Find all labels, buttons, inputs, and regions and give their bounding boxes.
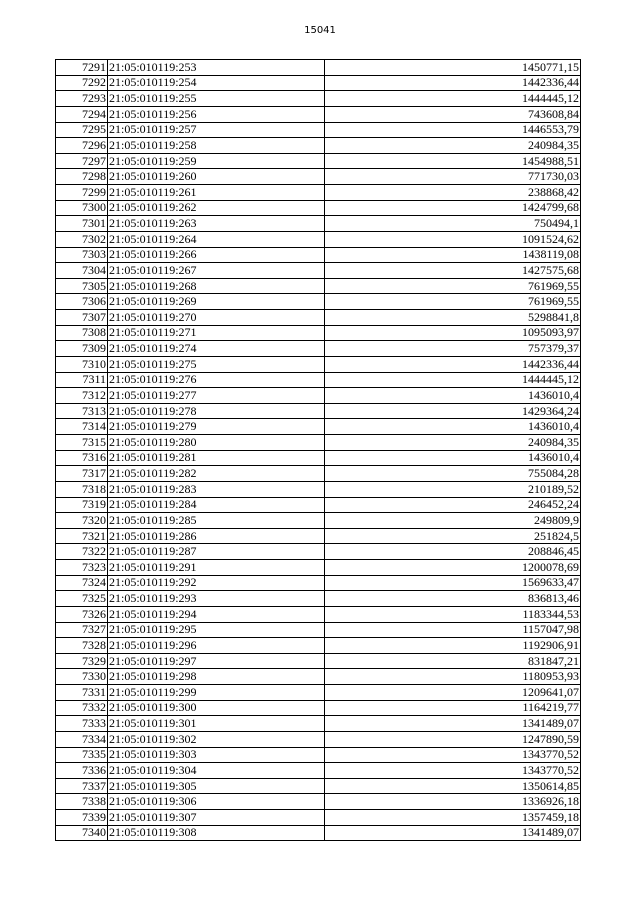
row-number-cell: 7338 bbox=[56, 794, 108, 810]
value-cell: 831847,21 bbox=[325, 653, 581, 669]
cadastral-number-cell: 21:05:010119:262 bbox=[108, 200, 325, 216]
value-cell: 1192906,91 bbox=[325, 638, 581, 654]
table-row bbox=[56, 747, 581, 763]
row-number-cell: 7308 bbox=[56, 325, 108, 341]
table-row bbox=[56, 388, 581, 404]
value-cell: 755084,28 bbox=[325, 466, 581, 482]
cadastral-number-cell: 21:05:010119:256 bbox=[108, 106, 325, 122]
table-row bbox=[56, 372, 581, 388]
row-number-cell: 7329 bbox=[56, 653, 108, 669]
table-row bbox=[56, 466, 581, 482]
value-cell: 1427575,68 bbox=[325, 263, 581, 279]
cadastral-number-cell: 21:05:010119:283 bbox=[108, 481, 325, 497]
cadastral-number-cell: 21:05:010119:276 bbox=[108, 372, 325, 388]
value-cell: 1450771,15 bbox=[325, 60, 581, 76]
value-cell: 1569633,47 bbox=[325, 575, 581, 591]
cadastral-number-cell: 21:05:010119:278 bbox=[108, 403, 325, 419]
row-number-cell: 7305 bbox=[56, 278, 108, 294]
value-cell: 251824,5 bbox=[325, 528, 581, 544]
page-number: 15041 bbox=[304, 25, 336, 36]
value-cell: 1442336,44 bbox=[325, 75, 581, 91]
table-row bbox=[56, 435, 581, 451]
cadastral-number-cell: 21:05:010119:297 bbox=[108, 653, 325, 669]
row-number-cell: 7298 bbox=[56, 169, 108, 185]
table-row bbox=[56, 685, 581, 701]
row-number-cell: 7334 bbox=[56, 731, 108, 747]
table-row bbox=[56, 513, 581, 529]
table-row bbox=[56, 731, 581, 747]
cadastral-number-cell: 21:05:010119:263 bbox=[108, 216, 325, 232]
table-row bbox=[56, 294, 581, 310]
row-number-cell: 7335 bbox=[56, 747, 108, 763]
table-row bbox=[56, 231, 581, 247]
table-row bbox=[56, 169, 581, 185]
row-number-cell: 7339 bbox=[56, 810, 108, 826]
cadastral-number-cell: 21:05:010119:308 bbox=[108, 825, 325, 841]
table-row bbox=[56, 528, 581, 544]
table-row bbox=[56, 263, 581, 279]
table-row bbox=[56, 778, 581, 794]
row-number-cell: 7336 bbox=[56, 763, 108, 779]
row-number-cell: 7319 bbox=[56, 497, 108, 513]
value-cell: 836813,46 bbox=[325, 591, 581, 607]
value-cell: 1343770,52 bbox=[325, 747, 581, 763]
cadastral-number-cell: 21:05:010119:298 bbox=[108, 669, 325, 685]
table-row bbox=[56, 606, 581, 622]
cadastral-number-cell: 21:05:010119:284 bbox=[108, 497, 325, 513]
value-cell: 1341489,07 bbox=[325, 716, 581, 732]
cadastral-number-cell: 21:05:010119:295 bbox=[108, 622, 325, 638]
cadastral-number-cell: 21:05:010119:293 bbox=[108, 591, 325, 607]
value-cell: 1436010,4 bbox=[325, 388, 581, 404]
row-number-cell: 7328 bbox=[56, 638, 108, 654]
row-number-cell: 7309 bbox=[56, 341, 108, 357]
cadastral-number-cell: 21:05:010119:270 bbox=[108, 310, 325, 326]
cadastral-number-cell: 21:05:010119:280 bbox=[108, 435, 325, 451]
value-cell: 1091524,62 bbox=[325, 231, 581, 247]
value-cell: 1157047,98 bbox=[325, 622, 581, 638]
data-table bbox=[55, 59, 581, 841]
value-cell: 1200078,69 bbox=[325, 560, 581, 576]
value-cell: 246452,24 bbox=[325, 497, 581, 513]
value-cell: 750494,1 bbox=[325, 216, 581, 232]
table-row bbox=[56, 716, 581, 732]
table-row bbox=[56, 185, 581, 201]
value-cell: 1343770,52 bbox=[325, 763, 581, 779]
cadastral-number-cell: 21:05:010119:303 bbox=[108, 747, 325, 763]
value-cell: 238868,42 bbox=[325, 185, 581, 201]
row-number-cell: 7294 bbox=[56, 106, 108, 122]
row-number-cell: 7300 bbox=[56, 200, 108, 216]
row-number-cell: 7299 bbox=[56, 185, 108, 201]
row-number-cell: 7311 bbox=[56, 372, 108, 388]
table-row bbox=[56, 122, 581, 138]
row-number-cell: 7317 bbox=[56, 466, 108, 482]
table-row bbox=[56, 794, 581, 810]
table-row bbox=[56, 91, 581, 107]
value-cell: 771730,03 bbox=[325, 169, 581, 185]
table-row bbox=[56, 247, 581, 263]
cadastral-number-cell: 21:05:010119:255 bbox=[108, 91, 325, 107]
cadastral-number-cell: 21:05:010119:291 bbox=[108, 560, 325, 576]
table-row bbox=[56, 544, 581, 560]
value-cell: 210189,52 bbox=[325, 481, 581, 497]
row-number-cell: 7318 bbox=[56, 481, 108, 497]
cadastral-number-cell: 21:05:010119:299 bbox=[108, 685, 325, 701]
table-row bbox=[56, 216, 581, 232]
table-row bbox=[56, 653, 581, 669]
table-row bbox=[56, 622, 581, 638]
cadastral-number-cell: 21:05:010119:301 bbox=[108, 716, 325, 732]
row-number-cell: 7310 bbox=[56, 356, 108, 372]
row-number-cell: 7337 bbox=[56, 778, 108, 794]
value-cell: 1183344,53 bbox=[325, 606, 581, 622]
row-number-cell: 7296 bbox=[56, 138, 108, 154]
value-cell: 1341489,07 bbox=[325, 825, 581, 841]
row-number-cell: 7295 bbox=[56, 122, 108, 138]
cadastral-number-cell: 21:05:010119:287 bbox=[108, 544, 325, 560]
cadastral-number-cell: 21:05:010119:275 bbox=[108, 356, 325, 372]
value-cell: 1424799,68 bbox=[325, 200, 581, 216]
table-row bbox=[56, 153, 581, 169]
table-row bbox=[56, 450, 581, 466]
table-row bbox=[56, 75, 581, 91]
row-number-cell: 7331 bbox=[56, 685, 108, 701]
table-row bbox=[56, 825, 581, 841]
value-cell: 1438119,08 bbox=[325, 247, 581, 263]
value-cell: 1436010,4 bbox=[325, 419, 581, 435]
row-number-cell: 7322 bbox=[56, 544, 108, 560]
cadastral-number-cell: 21:05:010119:292 bbox=[108, 575, 325, 591]
row-number-cell: 7307 bbox=[56, 310, 108, 326]
table-row bbox=[56, 810, 581, 826]
row-number-cell: 7320 bbox=[56, 513, 108, 529]
value-cell: 1444445,12 bbox=[325, 91, 581, 107]
value-cell: 761969,55 bbox=[325, 278, 581, 294]
cadastral-number-cell: 21:05:010119:266 bbox=[108, 247, 325, 263]
cadastral-number-cell: 21:05:010119:296 bbox=[108, 638, 325, 654]
cadastral-number-cell: 21:05:010119:286 bbox=[108, 528, 325, 544]
row-number-cell: 7314 bbox=[56, 419, 108, 435]
value-cell: 1350614,85 bbox=[325, 778, 581, 794]
value-cell: 249809,9 bbox=[325, 513, 581, 529]
cadastral-number-cell: 21:05:010119:264 bbox=[108, 231, 325, 247]
table-row bbox=[56, 481, 581, 497]
cadastral-number-cell: 21:05:010119:304 bbox=[108, 763, 325, 779]
row-number-cell: 7333 bbox=[56, 716, 108, 732]
cadastral-number-cell: 21:05:010119:253 bbox=[108, 60, 325, 76]
value-cell: 1247890,59 bbox=[325, 731, 581, 747]
table-row bbox=[56, 310, 581, 326]
table-row bbox=[56, 278, 581, 294]
row-number-cell: 7321 bbox=[56, 528, 108, 544]
value-cell: 1436010,4 bbox=[325, 450, 581, 466]
value-cell: 1454988,51 bbox=[325, 153, 581, 169]
cadastral-number-cell: 21:05:010119:259 bbox=[108, 153, 325, 169]
row-number-cell: 7291 bbox=[56, 60, 108, 76]
table-row bbox=[56, 356, 581, 372]
value-cell: 1095093,97 bbox=[325, 325, 581, 341]
table-row bbox=[56, 591, 581, 607]
cadastral-number-cell: 21:05:010119:254 bbox=[108, 75, 325, 91]
cadastral-number-cell: 21:05:010119:306 bbox=[108, 794, 325, 810]
table-row bbox=[56, 325, 581, 341]
cadastral-number-cell: 21:05:010119:307 bbox=[108, 810, 325, 826]
cadastral-number-cell: 21:05:010119:274 bbox=[108, 341, 325, 357]
value-cell: 1446553,79 bbox=[325, 122, 581, 138]
cadastral-number-cell: 21:05:010119:261 bbox=[108, 185, 325, 201]
value-cell: 743608,84 bbox=[325, 106, 581, 122]
row-number-cell: 7301 bbox=[56, 216, 108, 232]
row-number-cell: 7292 bbox=[56, 75, 108, 91]
table-row bbox=[56, 138, 581, 154]
table-row bbox=[56, 669, 581, 685]
row-number-cell: 7315 bbox=[56, 435, 108, 451]
row-number-cell: 7327 bbox=[56, 622, 108, 638]
value-cell: 1444445,12 bbox=[325, 372, 581, 388]
cadastral-number-cell: 21:05:010119:260 bbox=[108, 169, 325, 185]
row-number-cell: 7313 bbox=[56, 403, 108, 419]
value-cell: 240984,35 bbox=[325, 138, 581, 154]
row-number-cell: 7312 bbox=[56, 388, 108, 404]
row-number-cell: 7323 bbox=[56, 560, 108, 576]
row-number-cell: 7330 bbox=[56, 669, 108, 685]
row-number-cell: 7340 bbox=[56, 825, 108, 841]
table-row bbox=[56, 700, 581, 716]
table-row bbox=[56, 60, 581, 76]
table-body bbox=[56, 60, 581, 841]
row-number-cell: 7293 bbox=[56, 91, 108, 107]
table-row bbox=[56, 560, 581, 576]
cadastral-number-cell: 21:05:010119:257 bbox=[108, 122, 325, 138]
row-number-cell: 7326 bbox=[56, 606, 108, 622]
table-row bbox=[56, 200, 581, 216]
value-cell: 1164219,77 bbox=[325, 700, 581, 716]
cadastral-number-cell: 21:05:010119:282 bbox=[108, 466, 325, 482]
row-number-cell: 7332 bbox=[56, 700, 108, 716]
cadastral-number-cell: 21:05:010119:269 bbox=[108, 294, 325, 310]
cadastral-number-cell: 21:05:010119:279 bbox=[108, 419, 325, 435]
table-row bbox=[56, 497, 581, 513]
cadastral-number-cell: 21:05:010119:302 bbox=[108, 731, 325, 747]
value-cell: 240984,35 bbox=[325, 435, 581, 451]
row-number-cell: 7325 bbox=[56, 591, 108, 607]
value-cell: 1357459,18 bbox=[325, 810, 581, 826]
cadastral-number-cell: 21:05:010119:294 bbox=[108, 606, 325, 622]
value-cell: 1336926,18 bbox=[325, 794, 581, 810]
row-number-cell: 7304 bbox=[56, 263, 108, 279]
row-number-cell: 7306 bbox=[56, 294, 108, 310]
cadastral-number-cell: 21:05:010119:281 bbox=[108, 450, 325, 466]
cadastral-number-cell: 21:05:010119:277 bbox=[108, 388, 325, 404]
value-cell: 1429364,24 bbox=[325, 403, 581, 419]
row-number-cell: 7324 bbox=[56, 575, 108, 591]
row-number-cell: 7303 bbox=[56, 247, 108, 263]
value-cell: 757379,37 bbox=[325, 341, 581, 357]
table-row bbox=[56, 106, 581, 122]
value-cell: 5298841,8 bbox=[325, 310, 581, 326]
cadastral-number-cell: 21:05:010119:300 bbox=[108, 700, 325, 716]
value-cell: 1209641,07 bbox=[325, 685, 581, 701]
row-number-cell: 7297 bbox=[56, 153, 108, 169]
value-cell: 1180953,93 bbox=[325, 669, 581, 685]
cadastral-number-cell: 21:05:010119:258 bbox=[108, 138, 325, 154]
table-row bbox=[56, 763, 581, 779]
value-cell: 1442336,44 bbox=[325, 356, 581, 372]
cadastral-number-cell: 21:05:010119:267 bbox=[108, 263, 325, 279]
value-cell: 761969,55 bbox=[325, 294, 581, 310]
table-row bbox=[56, 419, 581, 435]
table-row bbox=[56, 403, 581, 419]
row-number-cell: 7302 bbox=[56, 231, 108, 247]
row-number-cell: 7316 bbox=[56, 450, 108, 466]
cadastral-number-cell: 21:05:010119:305 bbox=[108, 778, 325, 794]
table-row bbox=[56, 638, 581, 654]
cadastral-number-cell: 21:05:010119:285 bbox=[108, 513, 325, 529]
table-row bbox=[56, 575, 581, 591]
cadastral-number-cell: 21:05:010119:271 bbox=[108, 325, 325, 341]
table-row bbox=[56, 341, 581, 357]
cadastral-number-cell: 21:05:010119:268 bbox=[108, 278, 325, 294]
value-cell: 208846,45 bbox=[325, 544, 581, 560]
